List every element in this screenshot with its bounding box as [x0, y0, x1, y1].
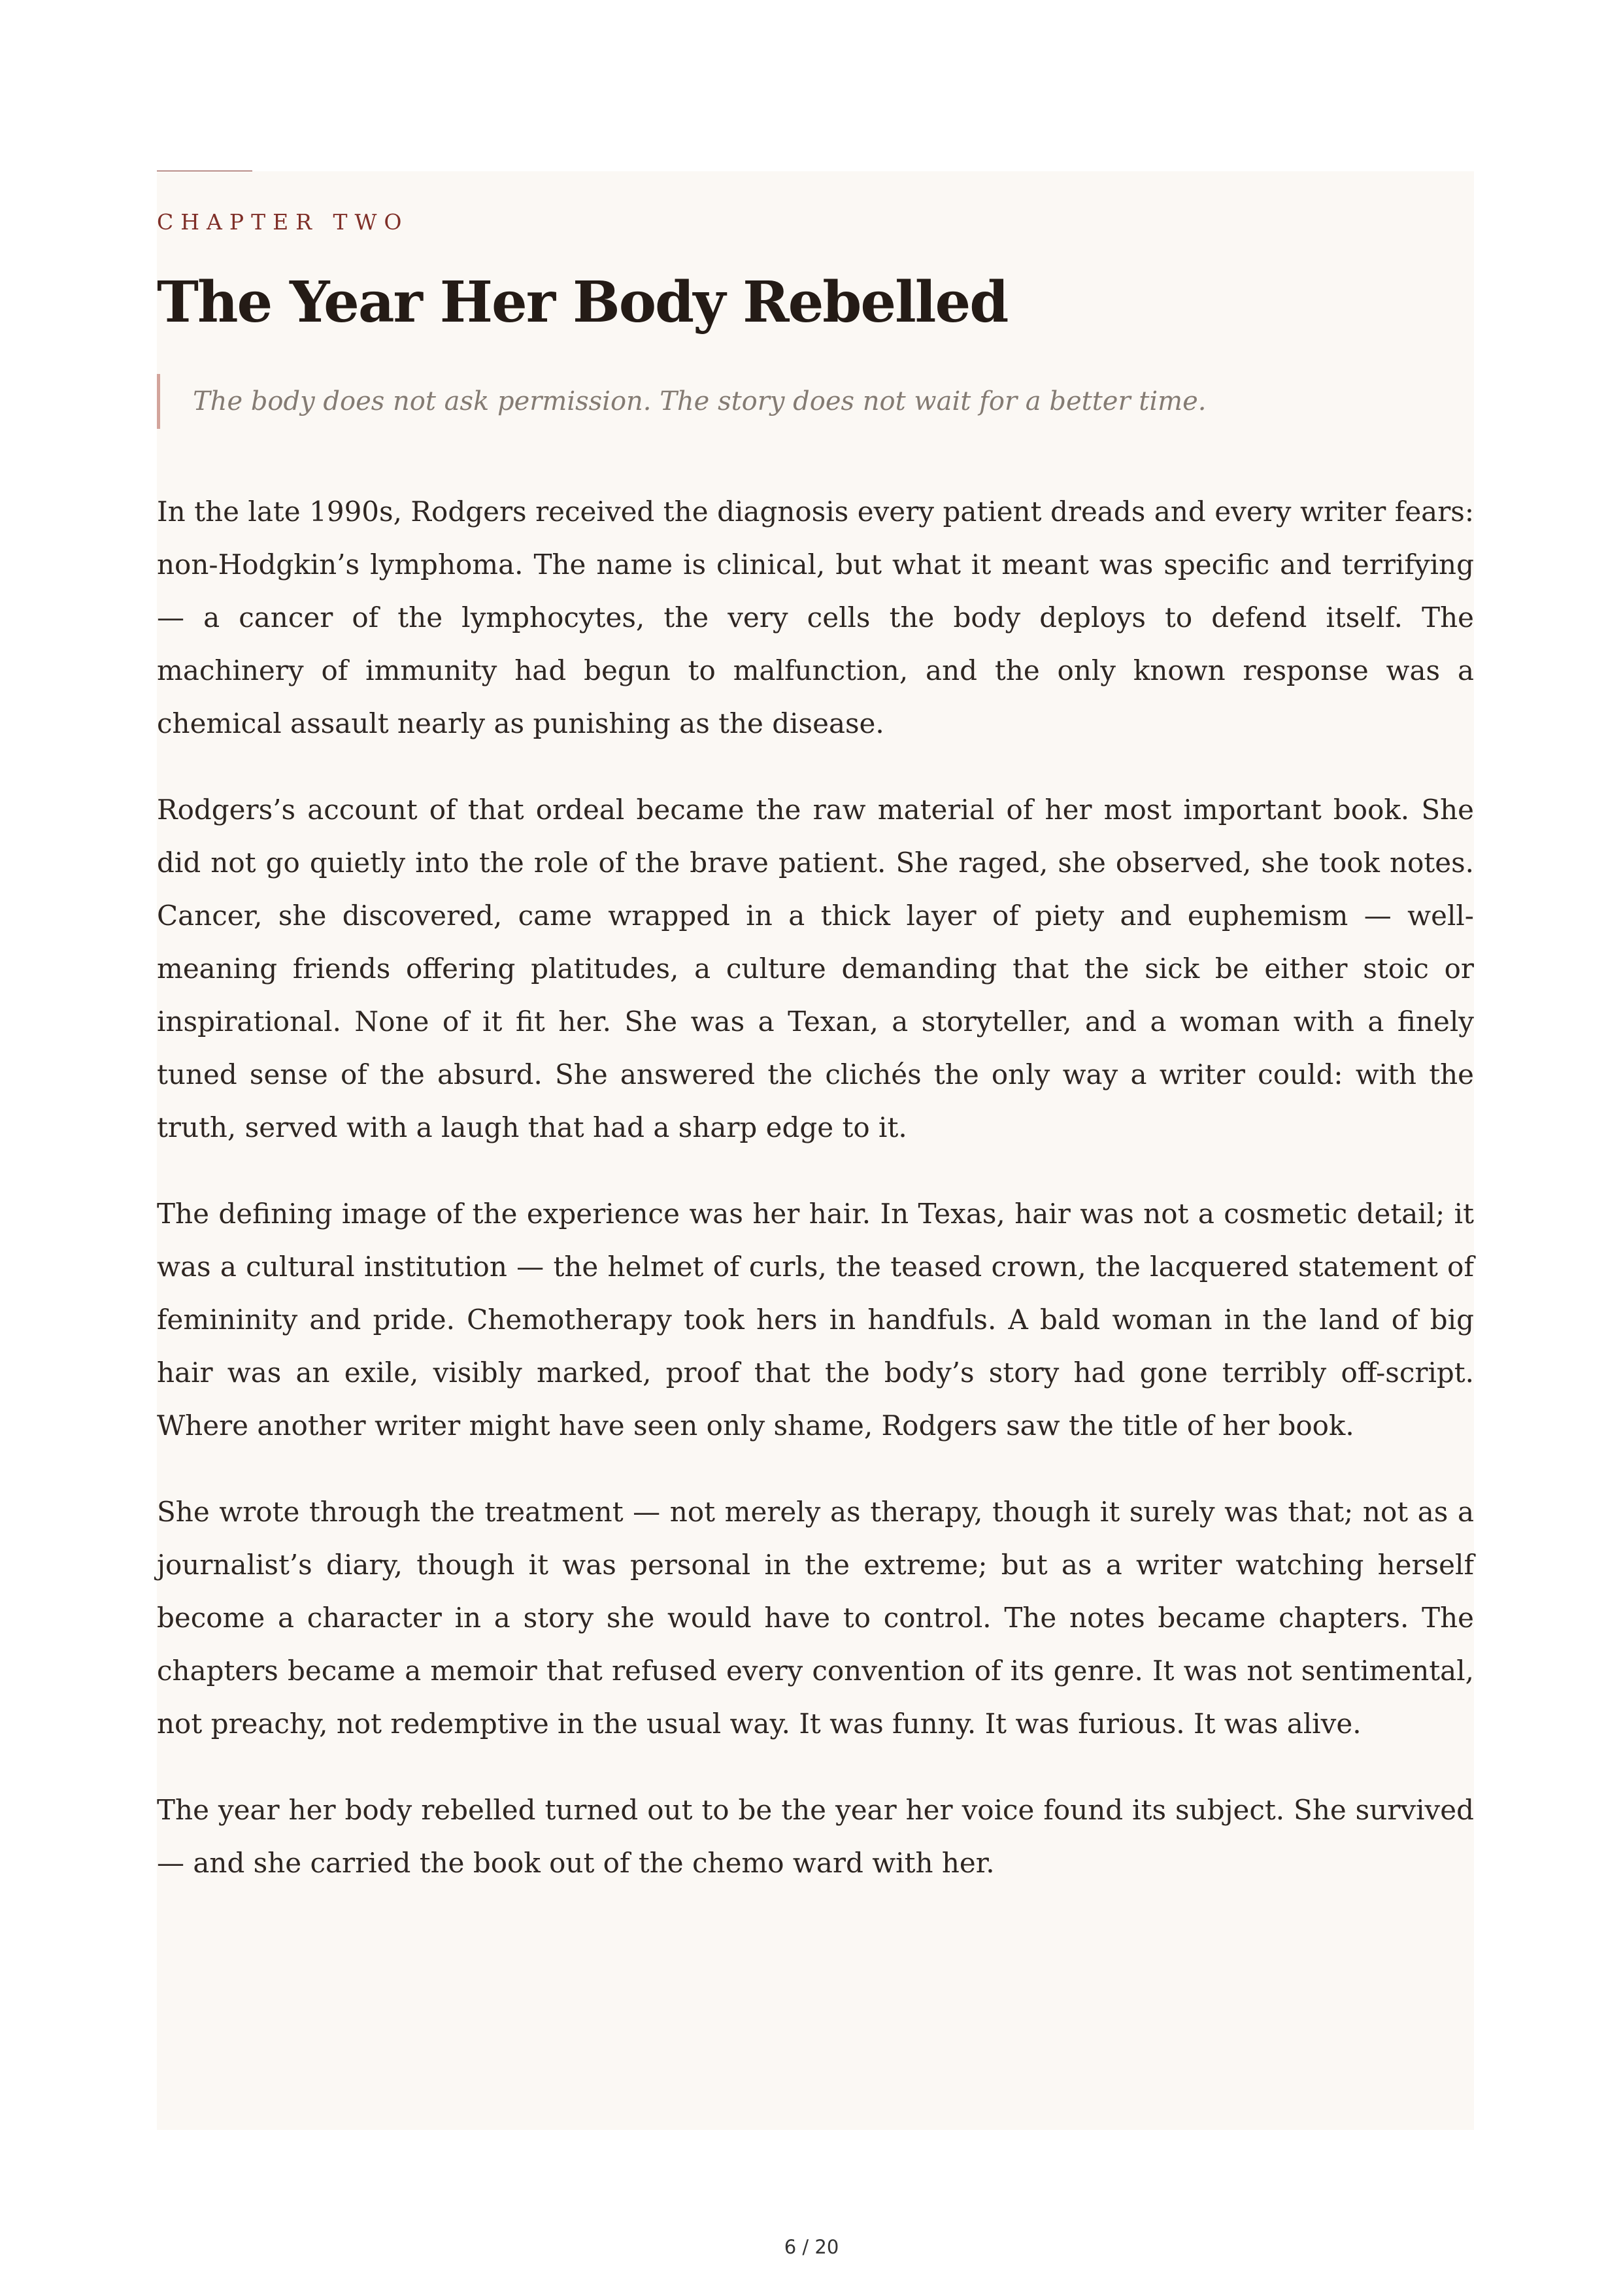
page-number: 6 / 20 — [784, 2236, 839, 2258]
chapter-content-panel — [157, 171, 1474, 2130]
body-paragraph-3: The defining image of the experience was her hair. In Texas, hair was not a cosmetic detail; it was a cultural institution — the helmet of curls, the teased crown, the lacquered statement of femininity and pride. Chemotherapy took hers in handfuls. A bald woman in the land of big hair was an exile, visibly marked, proof that the body’s story had gone terribly off-script. Where another writer might have seen only shame, Rodgers saw the title of her book. — [157, 1198, 1474, 1442]
body-paragraph-5: The year her body rebelled turned out to be the year her voice found its subject. She survived — and she carried the book out of the chemo ward with her. — [157, 1794, 1474, 1879]
body-paragraph-2: Rodgers’s account of that ordeal became the raw material of her most important book. She did not go quietly into the role of the brave patient. She raged, she observed, she took notes. Cancer, she discovered, came wrapped in a thick layer of piety and euphemism — well-meaning friends offering platitudes, a culture demanding that the sick be either stoic or inspirational. None of it fit her. She was a Texan, a storyteller, and a woman with a finely tuned sense of the absurd. She answered the clichés the only way a writer could: with the truth, served with a laugh that had a sharp edge to it. — [157, 794, 1474, 1143]
chapter-title: The Year Her Body Rebelled — [157, 269, 1008, 335]
body-paragraph-4: She wrote through the treatment — not merely as therapy, though it surely was that; not as a journalist’s diary, though it was personal in the extreme; but as a writer watching herself become a character in a story she would have to control. The notes became chapters. The chapters became a memoir that refused every convention of its genre. It was not sentimental, not preachy, not redemptive in the usual way. It was funny. It was furious. It was alive. — [157, 1496, 1474, 1740]
body-paragraph-1: In the late 1990s, Rodgers received the diagnosis every patient dreads and every writer fears: non-Hodgkin’s lymphoma. The name is clinical, but what it meant was specific and terrifying — a cancer of the lymphocytes, the very cells the body deploys to defend itself. The machinery of immunity had begun to malfunction, and the only known response was a chemical assault nearly as punishing as the disease. — [157, 496, 1474, 739]
epigraph-text: The body does not ask permission. The story does not wait for a better time. — [193, 386, 1207, 416]
epigraph-quote — [157, 374, 1207, 429]
chapter-label: CHAPTER TWO — [157, 209, 409, 235]
chapter-body — [157, 485, 1474, 1923]
